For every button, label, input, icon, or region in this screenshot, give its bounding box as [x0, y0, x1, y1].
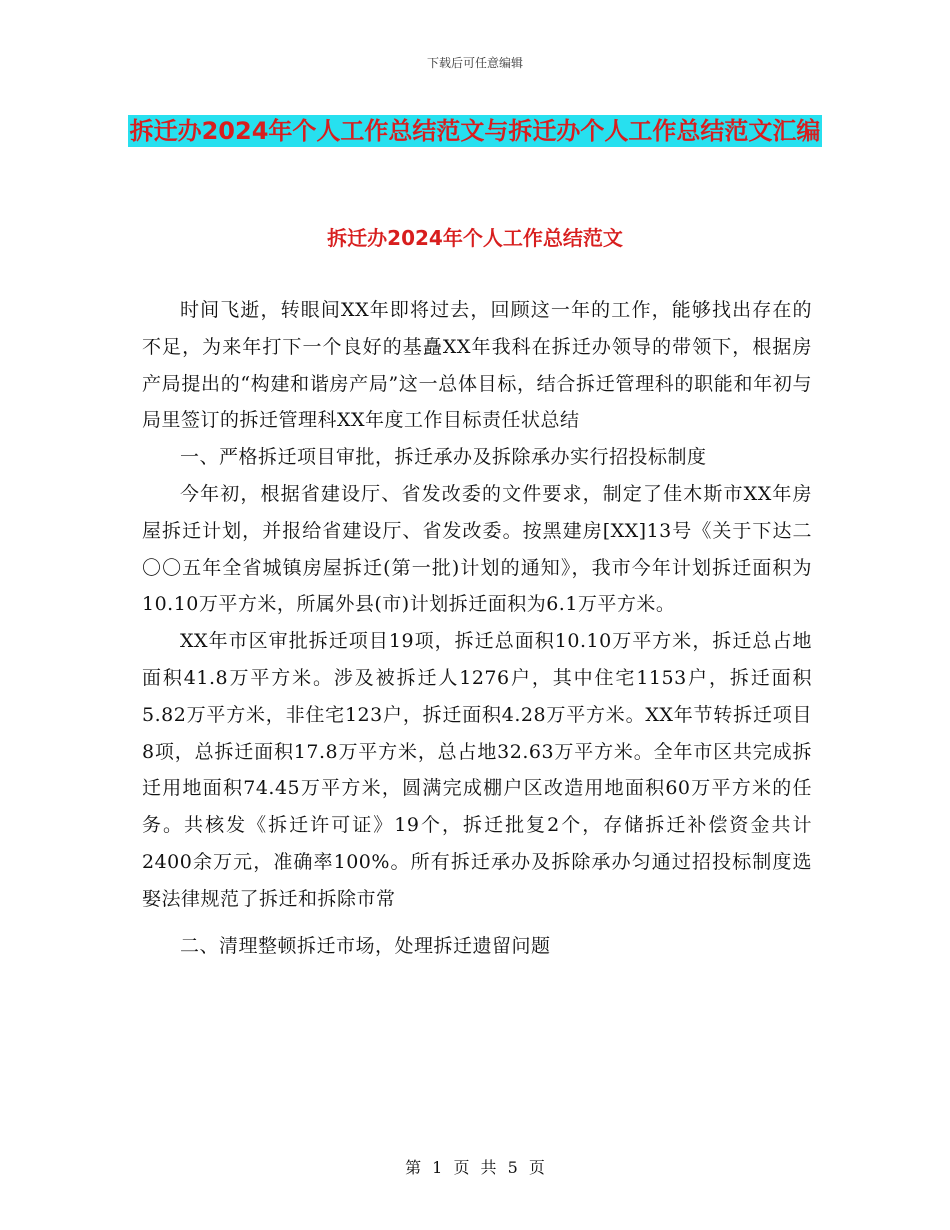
paragraph-plan: 今年初，根据省建设厅、省发改委的文件要求，制定了佳木斯市XX年房屋拆迁计划，并报给省建设厅、省发改委。按黑建房[XX]13号《关于下达二〇〇五年全省城镇房屋拆迁(第一批)计划的通知》，我市今年计划拆迁面积为10.10万平方米，所属外县(市)计划拆迁面积为6.1万平方米。 [142, 482, 812, 616]
section-title: 拆迁办2024年个人工作总结范文 [327, 226, 623, 250]
page-footer: 第 1 页 共 5 页 [405, 1158, 545, 1177]
paragraph-heading-2: 二、清理整顿拆迁市场，处理拆迁遗留问题 [180, 934, 551, 957]
header-note: 下载后可任意编辑 [426, 56, 523, 70]
paragraph-heading-1: 一、严格拆迁项目审批，拆迁承办及拆除承办实行招投标制度 [180, 446, 707, 469]
paragraph-intro: 时间飞逝，转眼间XX年即将过去，回顾这一年的工作，能够找出存在的不足，为来年打下一个良好的基矗XX年我科在拆迁办领导的带领下，根据房产局提出的“构建和谐房产局”这一总体目标，结合拆迁管理科的职能和年初与局里签订的拆迁管理科XX年度工作目标责任状总结 [142, 299, 812, 432]
document-title [110, 108, 840, 154]
paragraph-statistics: XX年市区审批拆迁项目19项，拆迁总面积10.10万平方米，拆迁总占地面积41.8万平方米。涉及被拆迁人1276户，其中住宅1153户，拆迁面积5.82万平方米，非住宅123户，拆迁面积4.28万平方米。XX年节转拆迁项目8项，总拆迁面积17.8万平方米，总占地32.63万平方米。全年市区共完成拆迁用地面积74.45万平方米，圆满完成棚户区改造用地面积60万平方米的任务。共核发《拆迁许可证》19个，拆迁批复2个，存储拆迁补偿资金共计2400余万元，准确率100%。所有拆迁承办及拆除承办匀通过招投标制度选娶法律规范了拆迁和拆除市常 [142, 630, 812, 910]
document-title-text: 拆迁办2024年个人工作总结范文与拆迁办个人工作总结范文汇编 [129, 117, 821, 145]
document-body [142, 292, 812, 964]
